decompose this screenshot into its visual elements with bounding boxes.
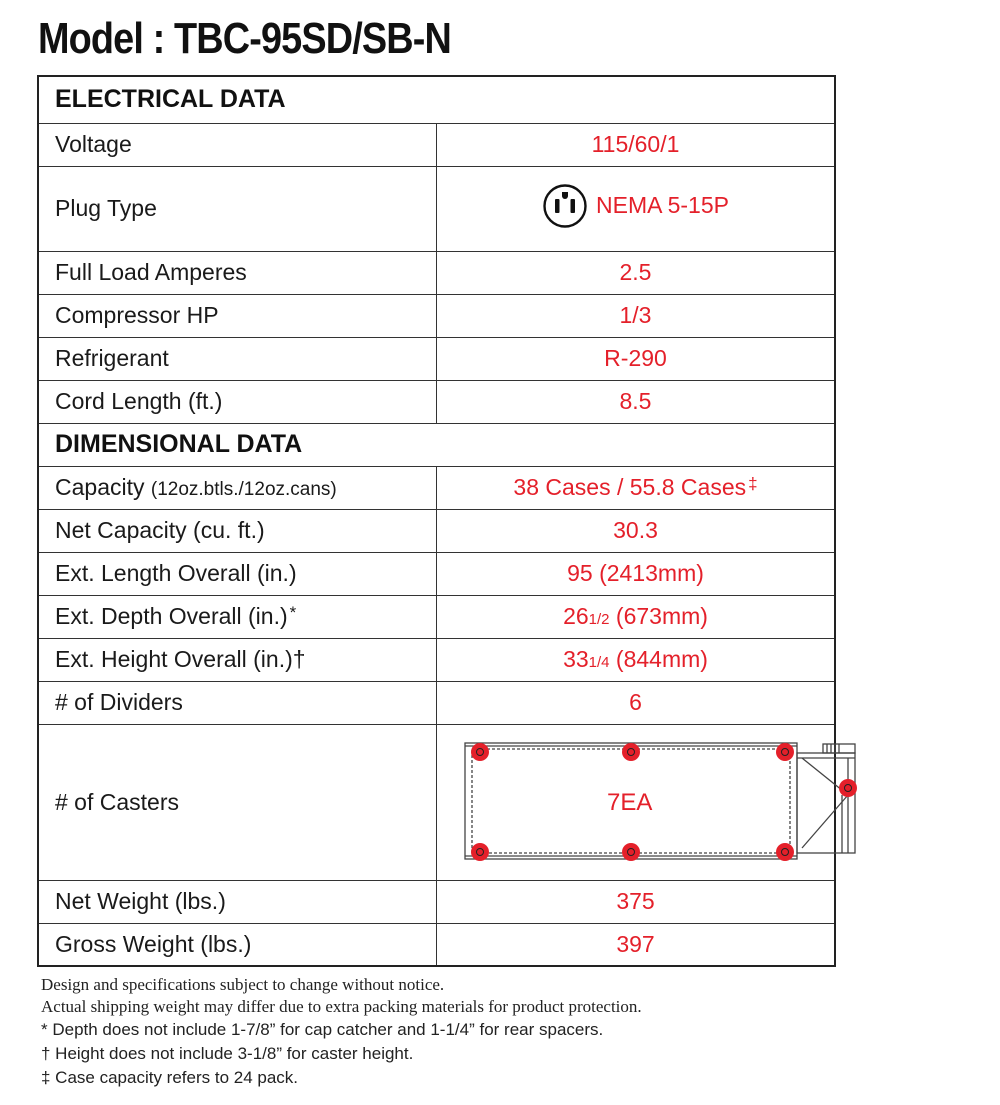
ext-length-value: 95 (2413mm) <box>437 552 836 595</box>
spec-table <box>37 75 836 967</box>
net-weight-value: 375 <box>437 880 836 923</box>
ext-length-label: Ext. Length Overall (in.) <box>38 552 437 595</box>
footnotes <box>41 974 981 1090</box>
caster-marker <box>776 743 794 761</box>
section-row <box>38 423 835 466</box>
note-case-capacity: ‡ Case capacity refers to 24 pack. <box>41 1068 299 1087</box>
capacity-value: 38 Cases / 55.8 Cases <box>513 474 747 500</box>
caster-marker <box>471 743 489 761</box>
casters-cell <box>437 724 836 880</box>
caster-marker <box>622 743 640 761</box>
casters-value: 7EA <box>607 788 653 816</box>
ext-height-metric: (844mm) <box>609 646 708 672</box>
compressor-hp-value: 1/3 <box>437 294 836 337</box>
table-row <box>38 880 835 923</box>
capacity-footnote-mark: ‡ <box>748 474 758 493</box>
ext-depth-cell <box>437 595 836 638</box>
capacity-label: Capacity <box>55 474 145 500</box>
ext-height-footnote-mark: † <box>292 646 306 672</box>
cord-length-value: 8.5 <box>437 380 836 423</box>
capacity-cell <box>437 466 836 509</box>
table-row <box>38 681 835 724</box>
ext-depth-whole: 26 <box>563 603 589 629</box>
table-row <box>38 595 835 638</box>
casters-label: # of Casters <box>38 724 437 880</box>
net-capacity-label: Net Capacity (cu. ft.) <box>38 509 437 552</box>
dividers-label: # of Dividers <box>38 681 437 724</box>
caster-marker <box>776 843 794 861</box>
table-row <box>38 337 835 380</box>
table-row <box>38 294 835 337</box>
gross-weight-label: Gross Weight (lbs.) <box>38 923 437 966</box>
ext-depth-metric: (673mm) <box>609 603 708 629</box>
nema-plug-icon <box>542 183 588 229</box>
ext-depth-fraction: 1/2 <box>588 611 610 628</box>
table-row <box>38 166 835 251</box>
note-height: † Height does not include 3-1/8” for caster height. <box>41 1044 414 1063</box>
ext-height-cell <box>437 638 836 681</box>
caster-marker <box>471 843 489 861</box>
capacity-sublabel: (12oz.btls./12oz.cans) <box>150 479 337 500</box>
page-title: Model : TBC-95SD/SB-N <box>38 14 451 63</box>
table-row <box>38 552 835 595</box>
table-row <box>38 923 835 966</box>
ext-height-fraction: 1/4 <box>588 654 610 671</box>
note-shipping-weight: Actual shipping weight may differ due to extra packing materials for product protection. <box>41 997 642 1016</box>
cord-length-label: Cord Length (ft.) <box>38 380 437 423</box>
section-dimensional: DIMENSIONAL DATA <box>38 423 835 466</box>
plug-type-value: NEMA 5-15P <box>596 192 729 218</box>
ext-height-whole: 33 <box>563 646 589 672</box>
ext-height-label: Ext. Height Overall (in.) <box>55 646 293 672</box>
ext-depth-footnote-mark: * <box>289 603 297 622</box>
table-row <box>38 123 835 166</box>
ext-height-label-cell <box>38 638 437 681</box>
fla-label: Full Load Amperes <box>38 251 437 294</box>
table-row <box>38 380 835 423</box>
plug-type-cell <box>437 166 836 251</box>
dividers-value: 6 <box>437 681 836 724</box>
refrigerant-label: Refrigerant <box>38 337 437 380</box>
note-depth: * Depth does not include 1-7/8” for cap catcher and 1-1/4” for rear spacers. <box>41 1020 604 1039</box>
refrigerant-value: R-290 <box>437 337 836 380</box>
table-row <box>38 466 835 509</box>
voltage-label: Voltage <box>38 123 437 166</box>
note-design-change: Design and specifications subject to change without notice. <box>41 975 445 994</box>
gross-weight-value: 397 <box>437 923 836 966</box>
ext-depth-label-cell <box>38 595 437 638</box>
caster-layout-diagram <box>462 740 862 866</box>
table-row <box>38 638 835 681</box>
table-row <box>38 509 835 552</box>
ext-depth-label: Ext. Depth Overall (in.) <box>55 603 288 629</box>
compressor-hp-label: Compressor HP <box>38 294 437 337</box>
fla-value: 2.5 <box>437 251 836 294</box>
caster-marker <box>839 779 857 797</box>
table-row <box>38 251 835 294</box>
section-electrical: ELECTRICAL DATA <box>38 76 835 123</box>
net-capacity-value: 30.3 <box>437 509 836 552</box>
caster-marker <box>622 843 640 861</box>
table-row <box>38 724 835 880</box>
net-weight-label: Net Weight (lbs.) <box>38 880 437 923</box>
section-row <box>38 76 835 123</box>
voltage-value: 115/60/1 <box>437 123 836 166</box>
plug-type-label: Plug Type <box>38 166 437 251</box>
capacity-label-cell <box>38 466 437 509</box>
